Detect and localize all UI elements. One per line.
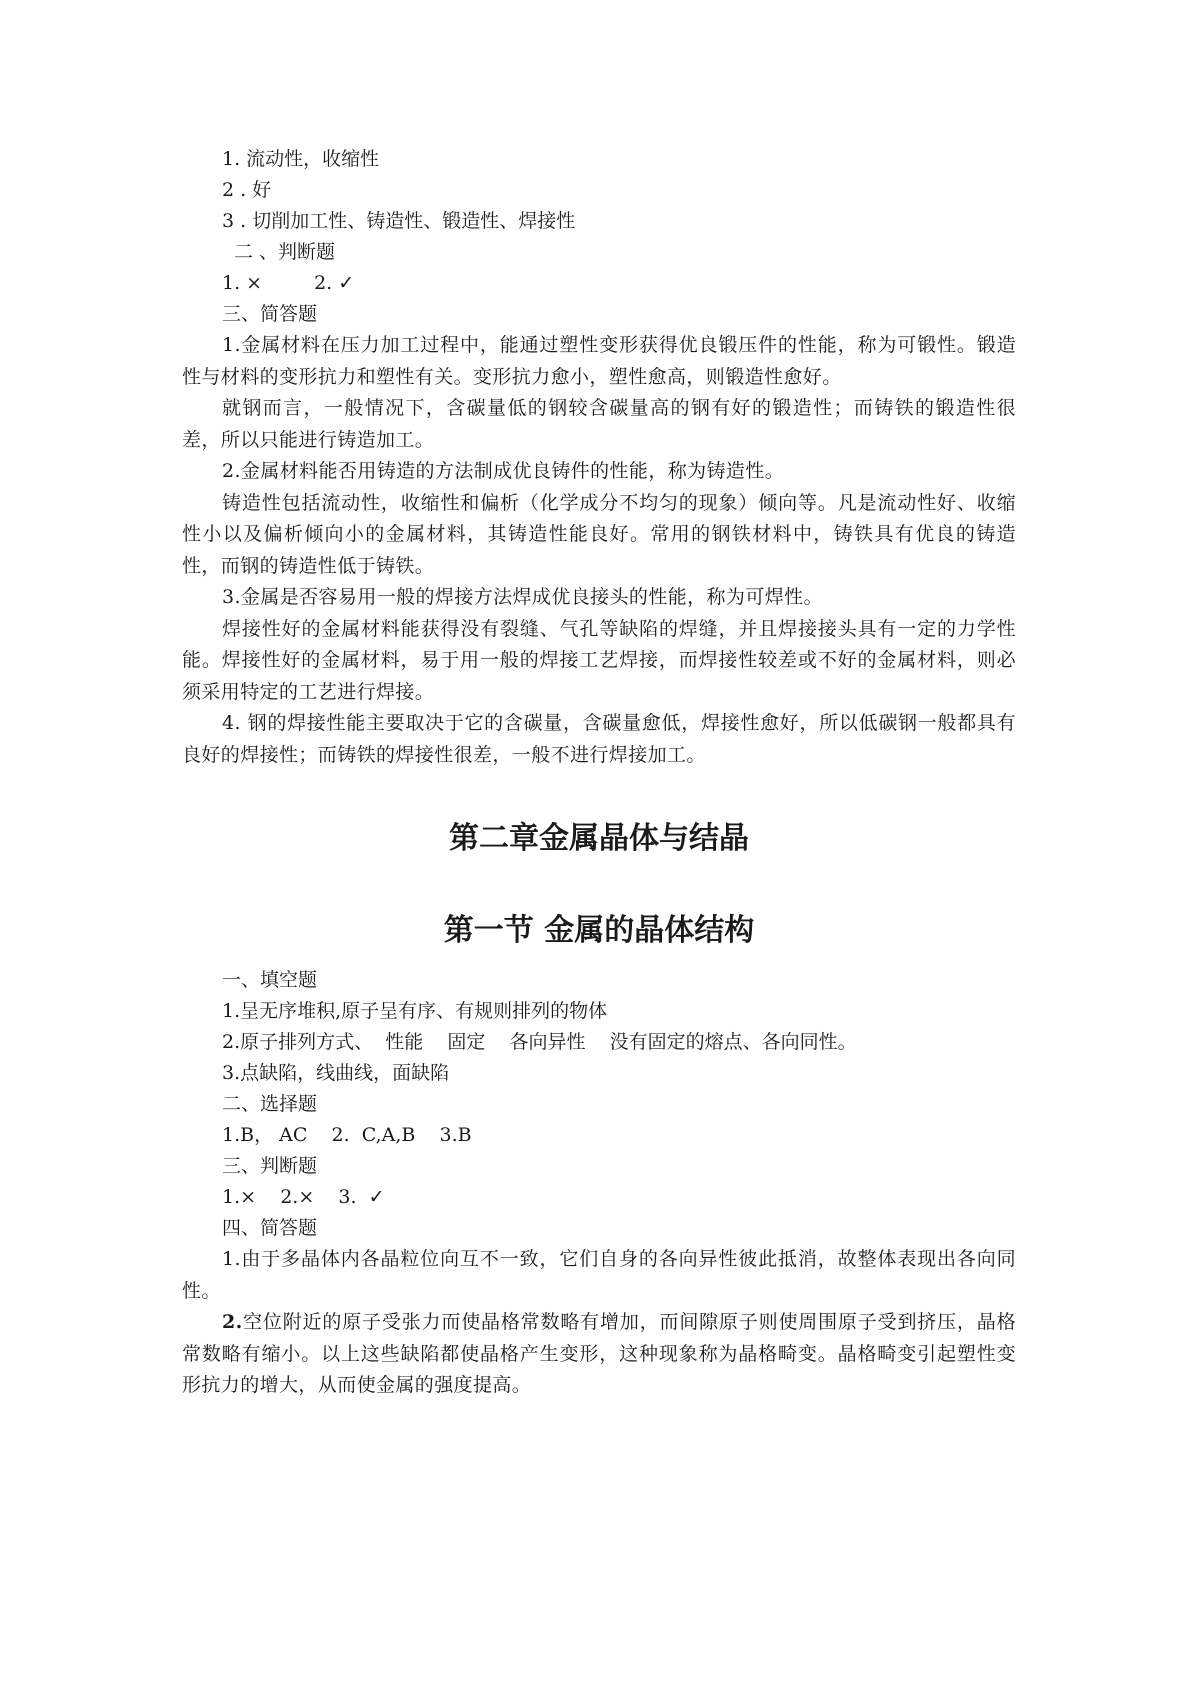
paragraph: 2.金属材料能否用铸造的方法制成优良铸件的性能，称为铸造性。 (222, 460, 785, 482)
answer-line: 1.B， AC 2. C,A,B 3.B (222, 1124, 472, 1146)
answer-line: 1.× 2.× 3. ✓ (222, 1186, 385, 1208)
page-content (182, 144, 1016, 1402)
answer-line: 2.原子排列方式、 性能 固定 各向异性 没有固定的熔点、各向同性。 (222, 1031, 857, 1053)
paragraph (182, 1307, 1016, 1402)
item-number: 2. (222, 1311, 243, 1333)
section-heading: 二 、判断题 (234, 241, 336, 263)
answer-line: 3.点缺陷，线曲线，面缺陷 (222, 1062, 450, 1084)
section-heading: 三、判断题 (222, 1155, 318, 1177)
section-heading: 三、简答题 (222, 303, 318, 325)
paragraph: 铸造性包括流动性，收缩性和偏析（化学成分不均匀的现象）倾向等。凡是流动性好、收缩性小以及偏析倾向小的金属材料，其铸造性能良好。常用的钢铁材料中，铸铁具有优良的铸造性，而钢的铸造性低于铸铁。 (182, 491, 1016, 577)
judge-answers (182, 268, 1016, 299)
chapter-title: 第二章金属晶体与结晶 (449, 821, 749, 856)
paragraph: 1.金属材料在压力加工过程中，能通过塑性变形获得优良锻压件的性能，称为可锻性。锻造性与材料的变形抗力和塑性有关。变形抗力愈小，塑性愈高，则锻造性愈好。 (182, 334, 1016, 388)
judge-answer: 1. × (222, 272, 263, 294)
paragraph: 1.由于多晶体内各晶粒位向互不一致，它们自身的各向异性彼此抵消，故整体表现出各向同性。 (182, 1248, 1016, 1302)
section-heading: 四、简答题 (222, 1217, 318, 1239)
judge-answer: 2. ✓ (314, 272, 355, 294)
section-heading: 二、选择题 (222, 1093, 318, 1115)
answer-line: 3 . 切削加工性、铸造性、锻造性、焊接性 (222, 210, 576, 232)
paragraph-text: 空位附近的原子受张力而使晶格常数略有增加，而间隙原子则使周围原子受到挤压，晶格常数略有缩小。以上这些缺陷都使晶格产生变形，这种现象称为晶格畸变。晶格畸变引起塑性变形抗力的增大，从而使金属的强度提高。 (182, 1311, 1016, 1396)
section-heading: 一、填空题 (222, 969, 318, 991)
paragraph: 就钢而言，一般情况下，含碳量低的钢较含碳量高的钢有好的锻造性；而铸铁的锻造性很差，所以只能进行铸造加工。 (182, 397, 1016, 451)
section-title: 第一节 金属的晶体结构 (443, 913, 755, 948)
answer-line: 2 . 好 (222, 179, 272, 201)
paragraph: 3.金属是否容易用一般的焊接方法焊成优良接头的性能，称为可焊性。 (222, 586, 823, 608)
paragraph: 焊接性好的金属材料能获得没有裂缝、气孔等缺陷的焊缝，并且焊接接头具有一定的力学性能。焊接性好的金属材料，易于用一般的焊接工艺焊接，而焊接性较差或不好的金属材料，则必须采用特定的工艺进行焊接。 (182, 617, 1016, 703)
answer-line: 1. 流动性，收缩性 (222, 148, 380, 170)
answer-line: 1.呈无序堆积,原子呈有序、有规则排列的物体 (222, 1000, 608, 1022)
paragraph: 4. 钢的焊接性能主要取决于它的含碳量，含碳量愈低，焊接性愈好，所以低碳钢一般都具有良好的焊接性；而铸铁的焊接性很差，一般不进行焊接加工。 (182, 712, 1016, 766)
